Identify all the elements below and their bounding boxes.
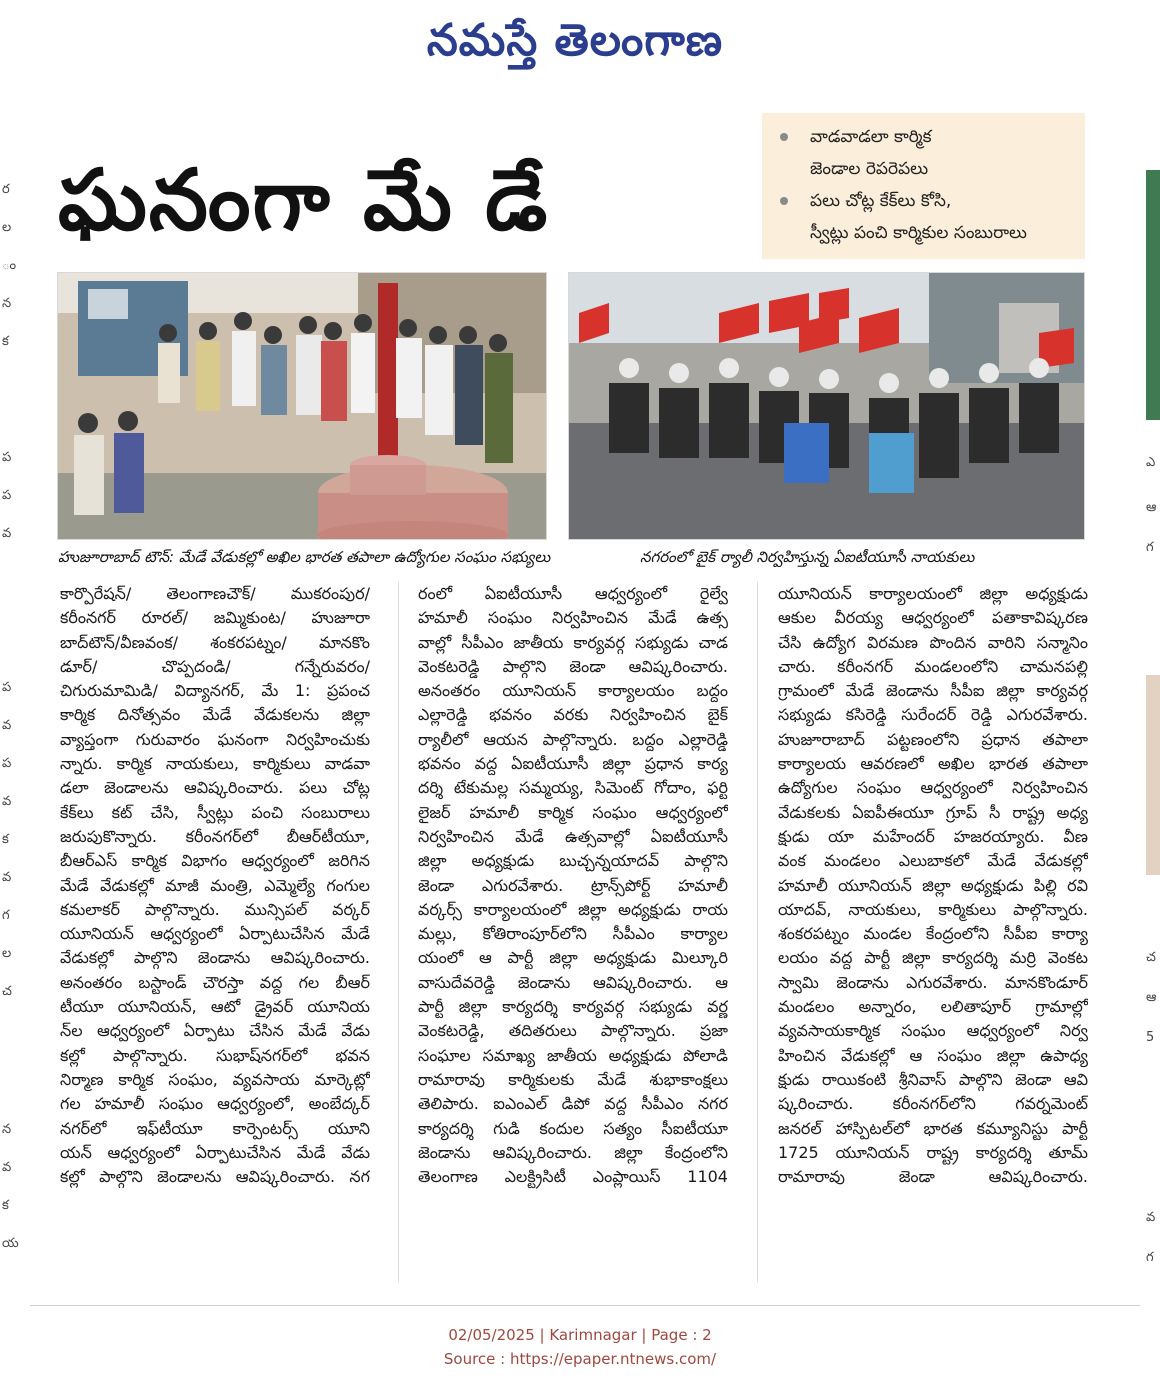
- article-line: టీయూ యూనియన్, ఆటో డ్రైవర్ యూనియ: [60, 997, 370, 1017]
- highlights-box: [762, 113, 1085, 259]
- article-line: వర్కర్స్ కార్యాలయంలో జిల్లా అధ్యక్షుడు రాయ: [418, 899, 728, 919]
- article-line: హించిన వేడుకల్లో ఆ సంఘం జిల్లా ఉపాధ్య: [778, 1045, 1088, 1065]
- article-line: అనంతరం యూనియన్ కార్యాలయం బద్దం: [418, 681, 728, 701]
- article-line: వాసుదేవరెడ్డి జెండాను ఆవిష్కరించారు. ఆ: [418, 972, 728, 992]
- highlight-line: పలు చోట్ల కేక్‌లు కోసి,: [810, 191, 952, 211]
- article-line: లయం వద్ద పార్టీ జిల్లా కార్యదర్శి మర్రి వెంకట: [778, 948, 1088, 968]
- article-line: చేసి ఉద్యోగ విరమణ పొందిన వారిని సన్మానిం: [778, 632, 1088, 652]
- highlight-line: జెండాల రెపరెపలు: [810, 159, 929, 179]
- article-line: కమలాకర్ పాల్గొన్నారు. మున్సిపల్ వర్కర్: [60, 899, 370, 919]
- footer-source: Source : https://epaper.ntnews.com/: [443, 1350, 717, 1368]
- article-line: రామారావు జెండా ఆవిష్కరించారు.: [778, 1167, 1088, 1187]
- article-line: డూర్/ చొప్పదండి/ గన్నేరువరం/: [60, 656, 370, 676]
- article-line: అనంతరం బస్టాండ్ చౌరస్తా వద్ద గల బీఆర్: [60, 972, 370, 992]
- bottom-rule: [30, 1305, 1140, 1306]
- article-line: చిగురుమామిడి/ విద్యానగర్, మే 1: ప్రపంచ: [60, 681, 370, 701]
- highlight-line: వాడవాడలా కార్మిక: [810, 127, 932, 147]
- article-line: ఉద్యోగుల సంఘం ఆధ్వర్యంలో నిర్వహించిన: [778, 778, 1088, 798]
- article-line: వేడుకలకు ఏఐపీఈయూ గ్రూప్ సీ రాష్ట్ర అధ్య: [778, 802, 1088, 822]
- article-line: కార్యాలయ ఆవరణలో అఖిల భారత తపాలా: [778, 754, 1088, 774]
- article-line: రంలో ఏఐటీయూసీ ఆధ్వర్యంలో రైల్వే: [418, 584, 728, 603]
- article-line: తెలంగాణ ఎలక్ట్రిసిటీ ఎంప్లాయిస్ 1104: [418, 1167, 728, 1187]
- article-line: చారు. కరీంనగర్ మండలంలోని చామనపల్లి: [778, 656, 1088, 676]
- article-line: సభ్యుడు కసిరెడ్డి సురేందర్ రెడ్డి ఎగురవేశారు.: [778, 705, 1088, 725]
- article-line: క్షుడు రాయికంటి శ్రీనివాస్ పాల్గొని జెండా ఆవి: [778, 1069, 1088, 1089]
- article-line: మండలం అన్నారం, లలితాపూర్ గ్రామాల్లో: [778, 997, 1088, 1017]
- article-line: హమాలీ యూనియన్ జిల్లా అధ్యక్షుడు పిల్లి రవి: [778, 875, 1088, 895]
- article-line: కార్పొరేషన్/ తెలంగాణచౌక్/ ముకరంపుర/: [60, 584, 370, 603]
- article-line: కేక్‌లు కట్ చేసి, స్వీట్లు పంచి సంబురాలు: [60, 802, 370, 822]
- article-line: ర్యాలీలో ఆయన పాల్గొన్నారు. బద్దం ఎల్లారెడ్డి: [418, 729, 728, 749]
- article-line: హమాలీ సంఘం నిర్వహించిన మేడే ఉత్స: [418, 608, 728, 628]
- article-line: యంలో ఆ పార్టీ జిల్లా అధ్యక్షుడు మిల్కూరి: [418, 948, 728, 968]
- highlight-item: [770, 121, 1077, 185]
- photo-caption-right: నగరంలో బైక్ ర్యాలీ నిర్వహిస్తున్న ఏఐటీయూసీ నాయకులు: [640, 548, 975, 566]
- article-line: సంఘాల సమాఖ్య జాతీయ అధ్యక్షుడు పోలాడి: [418, 1045, 728, 1065]
- article-line: మల్లు, కోతిరాంపూర్‌లోని సీపీఎం కార్యాల: [418, 924, 728, 944]
- article-line: భవనం వద్ద ఏఐటీయూసీ జిల్లా ప్రధాన కార్య: [418, 754, 728, 774]
- footer-date-edition: 02/05/2025 | Karimnagar | Page : 2: [448, 1326, 712, 1344]
- highlight-item: [770, 185, 1077, 249]
- article-line: తెలిపారు. ఐఎంఎల్ డిపో వద్ద సీపీఎం నగర: [418, 1094, 728, 1114]
- article-line: లైజర్ హమాలీ కార్మిక సంఘం ఆధ్వర్యంలో: [418, 802, 728, 822]
- article-line: ఆకుల వీరయ్య ఆధ్వర్యంలో పతాకావిష్కరణ: [778, 608, 1088, 628]
- article-line: వేడుకల్లో పాల్గొని జెండాను ఆవిష్కరించారు.: [60, 948, 370, 968]
- article-line: న్నారు. కార్మిక నాయకులు, కార్మికులు వాడవా: [60, 754, 370, 774]
- article-line: ఎల్లారెడ్డి భవనం వరకు నిర్వహించిన బైక్: [418, 705, 728, 725]
- article-line: గ్రామంలో మేడే జెండాను సీపీఐ జిల్లా కార్యవర్గ: [778, 681, 1088, 701]
- article-line: గల హమాలీ సంఘం ఆధ్వర్యంలో, అంబేద్కర్: [60, 1094, 370, 1114]
- article-line: రామారావు కార్మికులకు మేడే శుభాకాంక్షలు: [418, 1069, 728, 1089]
- masthead-logo: నమస్తే తెలంగాణ: [426, 15, 724, 66]
- article-line: దర్శి టేకుమల్ల సమ్మయ్య, సిమెంట్ గోదాం, ఫర్టి: [418, 778, 728, 798]
- article-line: కార్యదర్శి గుడి కందుల సత్యం సీఐటీయూ: [418, 1118, 728, 1138]
- article-line: నిర్మాణ కార్మిక సంఘం, వ్యవసాయ మార్కెట్లో: [60, 1069, 370, 1089]
- article-line: క్షుడు యా మహేందర్ హజరయ్యారు. వీణ: [778, 826, 1088, 846]
- article-line: వ్యాప్తంగా గురువారం ఘనంగా నిర్వహించుకు: [60, 729, 370, 749]
- article-line: నిర్వహించిన మేడే ఉత్సవాల్లో ఏఐటీయూసీ: [418, 826, 728, 846]
- article-line: బాద్‌టౌన్/వీణవంక/ శంకరపట్నం/ మానకొం: [60, 632, 370, 652]
- article-line: కల్లో పాల్గొన్నారు. సుభాష్‌నగర్‌లో భవన: [60, 1045, 370, 1065]
- article-column-1: [60, 582, 370, 1189]
- headline: ఘనంగా మే డే: [58, 151, 550, 249]
- article-line: యూనియన్ ఆధ్వర్యంలో ఏర్పాటుచేసిన మేడే: [60, 924, 370, 944]
- article-line: జెండా ఎగురవేశారు. ట్రాన్స్‌పోర్ట్ హమాలీ: [418, 875, 728, 895]
- article-line: పార్టీ జిల్లా కార్యదర్శి కార్యవర్గ సభ్యుడు వర్ణ: [418, 997, 728, 1017]
- highlight-line: స్వీట్లు పంచి కార్మికుల సంబురాలు: [810, 223, 1027, 243]
- article-line: మేడే వేడుకల్లో మాజీ మంత్రి, ఎమ్మెల్యే గంగుల: [60, 875, 370, 895]
- article-line: శంకరపట్నం మండల కేంద్రంలోని సీపీఐ కార్యా: [778, 924, 1088, 944]
- article-line: వ్యవసాయకార్మిక సంఘం ఆధ్వర్యంలో నిర్వ: [778, 1021, 1088, 1041]
- article-line: స్వామి జెండాను ఎగురవేశారు. మానకొండూర్: [778, 972, 1088, 992]
- article-line: వాల్లో సీపీఎం జాతీయ కార్యవర్గ సభ్యుడు చాడ: [418, 632, 728, 652]
- left-edge-cut-text: ర ల ం న క ప ప వ ప వ ప వ క వ గ ల చ న వ క య: [2, 182, 19, 1251]
- article-line: జిల్లా అధ్యక్షుడు బుచ్చన్నయాదవ్ పాల్గొని: [418, 851, 728, 871]
- article-line: డలా జెండాలను ఆవిష్కరించారు. పలు చోట్ల: [60, 778, 370, 798]
- article-line: కార్మిక దినోత్సవం మేడే వేడుకలను జిల్లా: [60, 705, 370, 725]
- photo-caption-left: హుజూరాబాద్ టౌన్: మేడే వేడుకల్లో అఖిల భారత తపాలా ఉద్యోగుల సంఘం సభ్యులు: [58, 548, 551, 566]
- article-line: జనరల్ హాస్పిటల్‌లో భారత కమ్యూనిస్టు పార్టీ: [778, 1118, 1088, 1138]
- photo-bike-rally: [568, 272, 1085, 540]
- article-line: కల్లో పాల్గొని జెండాలను ఆవిష్కరించారు. నగ: [60, 1167, 370, 1187]
- article-line: జెండాను ఆవిష్కరించారు. జిల్లా కేంద్రంలోని: [418, 1142, 728, 1162]
- article-line: బీఆర్‌ఎస్ కార్మిక విభాగం ఆధ్వర్యంలో జరిగిన: [60, 851, 370, 871]
- article-line: వంక మండలం ఎలుబాకలో మేడే వేడుకల్లో: [778, 851, 1088, 871]
- article-column-2: [418, 582, 728, 1189]
- article-line: హుజూరాబాద్ పట్టణంలోని ప్రధాన తపాలా: [778, 729, 1088, 749]
- article-line: యాదవ్, నాయకులు, కార్మికులు పాల్గొన్నారు.: [778, 899, 1088, 919]
- column-divider: [398, 582, 399, 1282]
- bullet-icon: [780, 133, 788, 141]
- article-line: ష్కరించారు. కరీంనగర్‌లోని గవర్నమెంట్: [778, 1094, 1088, 1114]
- article-line: కరీంనగర్ రూరల్/ జమ్మికుంట/ హుజూరా: [60, 608, 370, 628]
- right-edge-cut-content: ఎ ఆ గ చ ఆ 5 వ గ: [1146, 120, 1160, 1310]
- article-line: వెంకటరెడ్డి పాల్గొని జెండా ఆవిష్కరించారు.: [418, 656, 728, 676]
- photo-post-office-celebration: [57, 272, 547, 540]
- article-column-3: [778, 582, 1088, 1189]
- column-divider: [757, 582, 758, 1282]
- article-line: నగర్‌లో ఇఫ్‌టీయూ కార్పెంటర్స్ యూని: [60, 1118, 370, 1138]
- article-line: 1725 యూనియన్ రాష్ట్ర కార్యదర్శి తూమ్: [778, 1142, 1088, 1162]
- bullet-icon: [780, 197, 788, 205]
- article-line: జరుపుకొన్నారు. కరీంనగర్‌లో బీఆర్‌టీయూ,: [60, 826, 370, 846]
- article-line: యూనియన్ కార్యాలయంలో జిల్లా అధ్యక్షుడు: [778, 584, 1088, 603]
- article-line: వెంకటరెడ్డి, తదితరులు పాల్గొన్నారు. ప్రజా: [418, 1021, 728, 1041]
- article-line: యన్ ఆధ్వర్యంలో ఏర్పాటుచేసిన మేడే వేడు: [60, 1142, 370, 1162]
- article-line: న్‌ల ఆధ్వర్యంలో ఏర్పాటు చేసిన మేడే వేడు: [60, 1021, 370, 1041]
